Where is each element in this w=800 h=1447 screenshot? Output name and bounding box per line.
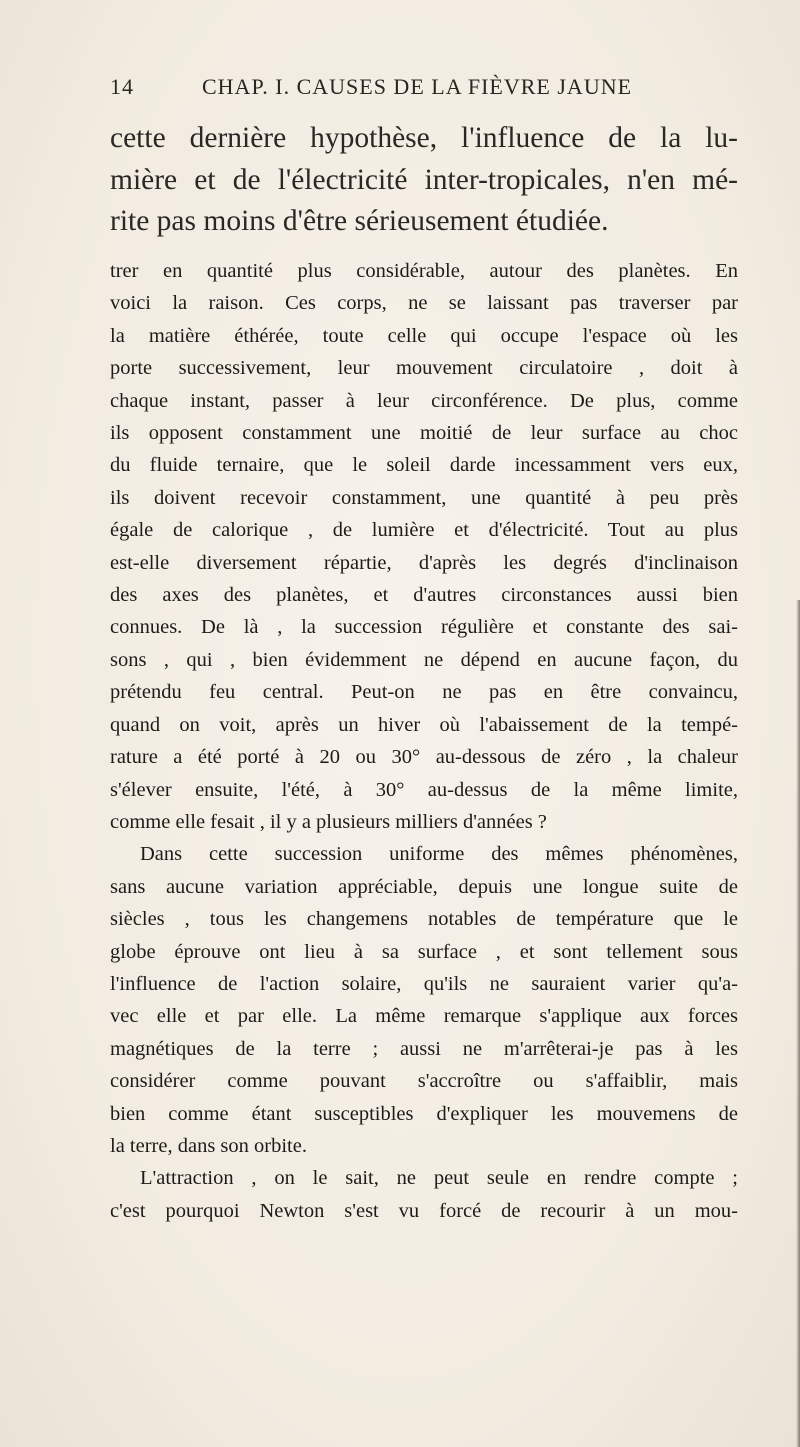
body-line: L'attraction , on le sait, ne peut seule en rendre compte ; bbox=[140, 1167, 738, 1190]
page-number: 14 bbox=[110, 74, 134, 99]
body-line: chaque instant, passer à leur circonférence. De plus, comme bbox=[110, 389, 738, 412]
running-title: CHAP. I. CAUSES DE LA FIÈVRE JAUNE bbox=[202, 74, 633, 99]
body-line: égale de calorique , de lumière et d'électricité. Tout au plus bbox=[110, 519, 738, 542]
body-text bbox=[110, 255, 738, 1227]
body-line: connues. De là , la succession régulière et constante des sai- bbox=[110, 616, 738, 639]
body-line: s'élever ensuite, l'été, à 30° au-dessus de la même limite, bbox=[110, 778, 738, 801]
body-line: prétendu feu central. Peut-on ne pas en être convaincu, bbox=[110, 681, 738, 704]
lead-line: mière et de l'électricité inter-tropicales, n'en mé- bbox=[110, 163, 738, 196]
body-line: Dans cette succession uniforme des mêmes phénomènes, bbox=[140, 843, 738, 866]
body-line: la terre, dans son orbite. bbox=[110, 1134, 307, 1157]
body-line: globe éprouve ont lieu à sa surface , et sont tellement sous bbox=[110, 940, 738, 963]
body-line: trer en quantité plus considérable, autour des planètes. En bbox=[110, 260, 738, 282]
body-line: l'influence de l'action solaire, qu'ils ne sauraient varier qu'a- bbox=[110, 972, 738, 995]
body-line: sans aucune variation appréciable, depuis une longue suite de bbox=[110, 875, 738, 898]
body-line: est-elle diversement répartie, d'après les degrés d'inclinaison bbox=[110, 551, 738, 574]
running-head bbox=[110, 74, 710, 108]
body-line: voici la raison. Ces corps, ne se laissant pas traverser par bbox=[110, 292, 738, 315]
body-line: comme elle fesait , il y a plusieurs milliers d'années ? bbox=[110, 810, 547, 833]
body-line: bien comme étant susceptibles d'expliquer les mouvemens de bbox=[110, 1102, 738, 1125]
body-line: la matière éthérée, toute celle qui occupe l'espace où les bbox=[110, 324, 738, 347]
lead-paragraph bbox=[110, 118, 738, 243]
body-line: ils opposent constamment une moitié de leur surface au choc bbox=[110, 422, 738, 445]
page-edge-shadow bbox=[796, 600, 800, 1447]
lead-line: rite pas moins d'être sérieusement étudiée. bbox=[110, 205, 609, 237]
lead-line: cette dernière hypothèse, l'influence de la lu- bbox=[110, 122, 738, 154]
body-line: quand on voit, après un hiver où l'abaissement de la tempé- bbox=[110, 713, 738, 736]
body-line: vec elle et par elle. La même remarque s'applique aux forces bbox=[110, 1005, 738, 1028]
body-line: rature a été porté à 20 ou 30° au-dessous de zéro , la chaleur bbox=[110, 746, 738, 769]
body-line: porte successivement, leur mouvement circulatoire , doit à bbox=[110, 357, 738, 380]
body-line: considérer comme pouvant s'accroître ou s'affaiblir, mais bbox=[110, 1070, 738, 1093]
body-line: ils doivent recevoir constamment, une quantité à peu près bbox=[110, 486, 738, 509]
body-line: du fluide ternaire, que le soleil darde incessamment vers eux, bbox=[110, 454, 738, 477]
body-line: siècles , tous les changemens notables de température que le bbox=[110, 908, 738, 931]
body-line: magnétiques de la terre ; aussi ne m'arrêterai-je pas à les bbox=[110, 1037, 738, 1060]
body-line: c'est pourquoi Newton s'est vu forcé de recourir à un mou- bbox=[110, 1199, 738, 1222]
body-line: sons , qui , bien évidemment ne dépend en aucune façon, du bbox=[110, 648, 738, 671]
body-line: des axes des planètes, et d'autres circonstances aussi bien bbox=[110, 584, 738, 607]
